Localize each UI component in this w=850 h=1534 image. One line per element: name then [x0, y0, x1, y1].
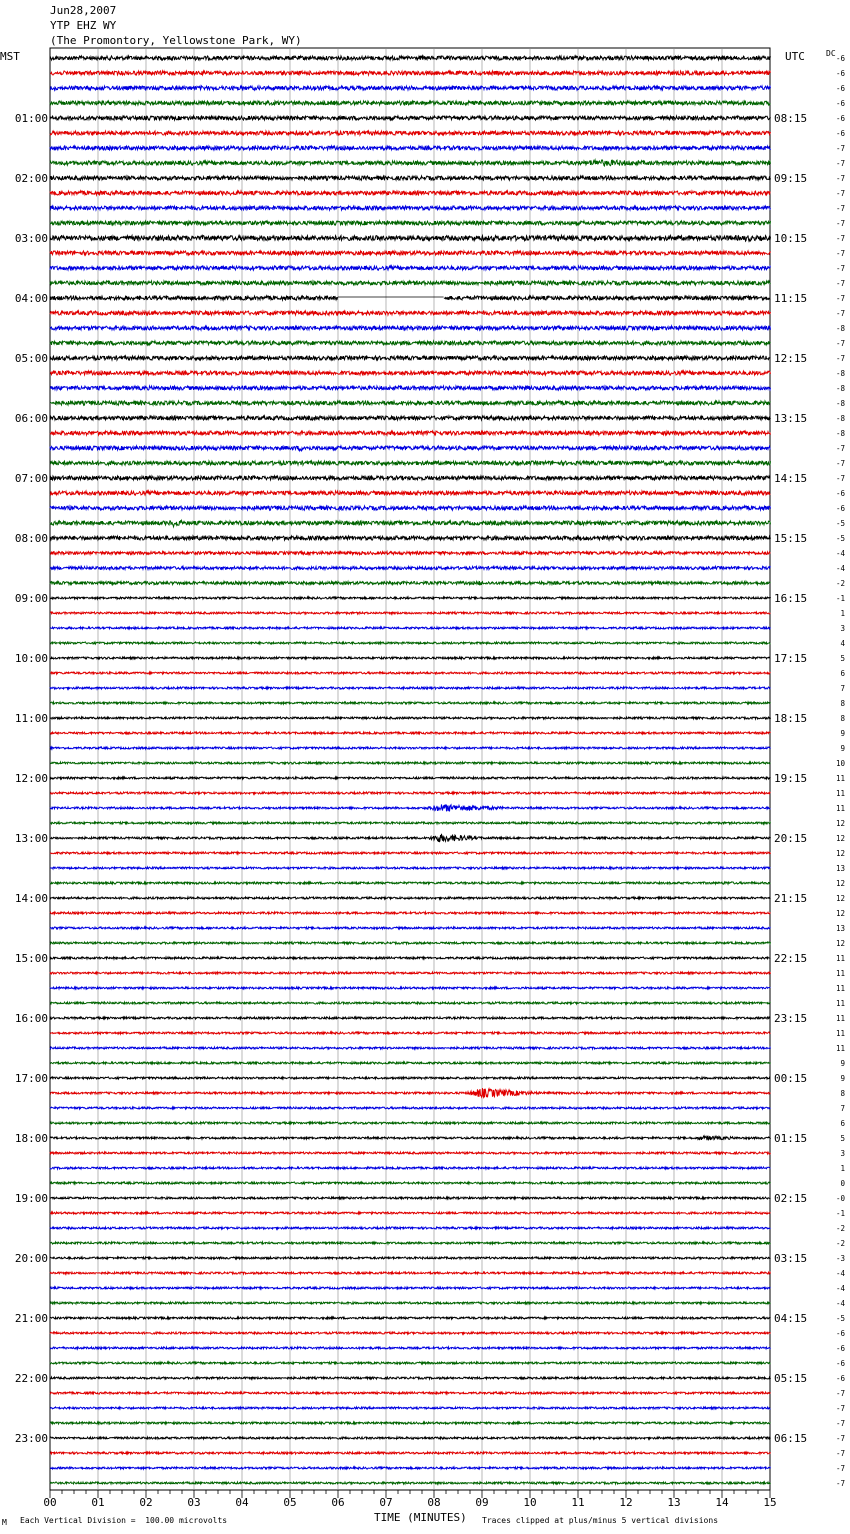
- dc-offset-label: 12: [835, 879, 845, 888]
- dc-offset-label: -6: [835, 54, 845, 63]
- utc-hour-label: 15:15: [774, 532, 808, 545]
- dc-offset-label: 0: [840, 1179, 845, 1188]
- trace-row-77: [50, 1212, 771, 1214]
- dc-offset-label: 8: [840, 1089, 845, 1098]
- dc-offset-label: -2: [835, 1224, 845, 1233]
- x-tick-label: 11: [571, 1496, 585, 1509]
- trace-row-21: [50, 371, 771, 375]
- x-tick-label: 04: [235, 1496, 249, 1509]
- dc-offset-label: 5: [840, 654, 845, 663]
- trace-row-54: [50, 867, 771, 869]
- dc-offset-label: -7: [835, 1449, 845, 1458]
- header-location: (The Promontory, Yellowstone Park, WY): [50, 34, 302, 47]
- left-axis-title: MST: [0, 50, 20, 63]
- trace-row-61: [50, 972, 771, 974]
- trace-row-0: [50, 56, 771, 60]
- utc-hour-label: 08:15: [774, 112, 808, 125]
- trace-row-92: [50, 1437, 771, 1439]
- trace-row-15: [50, 281, 771, 285]
- dc-offset-label: -7: [835, 339, 845, 348]
- trace-row-89: [50, 1392, 771, 1394]
- trace-row-53: [50, 852, 771, 854]
- trace-row-86: [50, 1347, 771, 1349]
- dc-offset-label: 4: [840, 639, 845, 648]
- dc-offset-label: 11: [835, 774, 845, 783]
- trace-row-80: [50, 1257, 771, 1259]
- trace-row-47: [50, 762, 771, 764]
- trace-row-88: [50, 1377, 771, 1379]
- trace-row-95: [50, 1482, 771, 1484]
- mst-hour-label: 10:00: [14, 652, 48, 665]
- mst-hour-label: 14:00: [14, 892, 48, 905]
- trace-row-43: [50, 702, 771, 704]
- trace-row-35: [50, 581, 771, 585]
- dc-offset-label: -6: [835, 504, 845, 513]
- dc-offset-label: 11: [835, 954, 845, 963]
- trace-row-75: [50, 1182, 771, 1184]
- mst-hour-label: 16:00: [14, 1012, 48, 1025]
- dc-offset-label: 12: [835, 939, 845, 948]
- trace-row-6: [50, 146, 771, 150]
- dc-offset-label: -3: [835, 1254, 845, 1263]
- mst-hour-label: 22:00: [14, 1372, 48, 1385]
- utc-hour-label: 13:15: [774, 412, 808, 425]
- trace-row-91: [50, 1422, 771, 1424]
- dc-offset-label: -7: [835, 144, 845, 153]
- trace-row-83: [50, 1302, 771, 1304]
- utc-hour-label: 01:15: [774, 1132, 808, 1145]
- mst-hour-label: 15:00: [14, 952, 48, 965]
- dc-offset-label: 11: [835, 1044, 845, 1053]
- dc-offset-label: -8: [835, 429, 845, 438]
- trace-row-58: [50, 927, 771, 929]
- clip-note: Traces clipped at plus/minus 5 vertical divisions: [482, 1516, 719, 1525]
- trace-row-37: [50, 612, 771, 614]
- mst-hour-label: 17:00: [14, 1072, 48, 1085]
- trace-row-57: [50, 912, 771, 914]
- trace-row-38: [50, 627, 771, 629]
- dc-offset-label: 10: [835, 759, 845, 768]
- trace-row-69: [50, 1088, 771, 1097]
- trace-row-32: [50, 536, 771, 540]
- trace-row-19: [50, 341, 771, 345]
- dc-offset-label: -4: [835, 1269, 845, 1278]
- trace-row-11: [50, 221, 771, 225]
- dc-offset-label: 7: [840, 1104, 845, 1113]
- mst-hour-label: 09:00: [14, 592, 48, 605]
- x-tick-label: 13: [667, 1496, 681, 1509]
- trace-row-18: [50, 326, 771, 330]
- mst-hour-label: 08:00: [14, 532, 48, 545]
- dc-offset-label: 11: [835, 789, 845, 798]
- dc-offset-label: -7: [835, 309, 845, 318]
- dc-offset-label: 12: [835, 819, 845, 828]
- trace-row-5: [50, 131, 771, 135]
- dc-offset-label: 9: [840, 744, 845, 753]
- dc-offset-label: -5: [835, 1314, 845, 1323]
- utc-hour-label: 17:15: [774, 652, 808, 665]
- trace-row-73: [50, 1152, 771, 1154]
- trace-row-84: [50, 1317, 771, 1319]
- dc-offset-label: -7: [835, 279, 845, 288]
- x-tick-label: 15: [763, 1496, 777, 1509]
- trace-row-67: [50, 1062, 771, 1064]
- mst-hour-label: 05:00: [14, 352, 48, 365]
- trace-row-22: [50, 386, 771, 390]
- trace-row-63: [50, 1002, 771, 1004]
- trace-row-71: [50, 1122, 771, 1124]
- utc-hour-label: 04:15: [774, 1312, 808, 1325]
- trace-row-94: [50, 1467, 771, 1469]
- dc-offset-label: -6: [835, 129, 845, 138]
- mst-hour-label: 20:00: [14, 1252, 48, 1265]
- dc-offset-label: -7: [835, 219, 845, 228]
- trace-row-7: [50, 160, 771, 166]
- dc-offset-label: -7: [835, 189, 845, 198]
- trace-row-64: [50, 1017, 771, 1019]
- dc-offset-label: -5: [835, 519, 845, 528]
- trace-row-12: [50, 236, 771, 242]
- trace-row-79: [50, 1242, 771, 1244]
- utc-hour-label: 09:15: [774, 172, 808, 185]
- trace-row-33: [50, 552, 771, 555]
- x-tick-label: 06: [331, 1496, 345, 1509]
- dc-offset-label: -7: [835, 234, 845, 243]
- dc-offset-label: 11: [835, 984, 845, 993]
- trace-row-14: [50, 266, 771, 270]
- trace-row-8: [50, 176, 771, 180]
- dc-offset-label: -6: [835, 1344, 845, 1353]
- dc-offset-label: -4: [835, 1284, 845, 1293]
- dc-offset-label: -7: [835, 159, 845, 168]
- mst-hour-label: 03:00: [14, 232, 48, 245]
- dc-offset-label: 12: [835, 834, 845, 843]
- mst-hour-label: 18:00: [14, 1132, 48, 1145]
- x-tick-label: 10: [523, 1496, 537, 1509]
- trace-row-24: [50, 416, 771, 420]
- dc-offset-label: -1: [835, 1209, 845, 1218]
- x-tick-label: 03: [187, 1496, 201, 1509]
- utc-hour-label: 00:15: [774, 1072, 808, 1085]
- trace-row-46: [50, 747, 771, 749]
- dc-label: DC: [826, 49, 836, 58]
- x-tick-label: 02: [139, 1496, 153, 1509]
- trace-row-42: [50, 687, 771, 689]
- header-date: Jun28,2007: [50, 4, 117, 17]
- mst-hour-label: 13:00: [14, 832, 48, 845]
- dc-offset-label: -1: [835, 594, 845, 603]
- trace-row-65: [50, 1032, 771, 1034]
- dc-offset-label: 9: [840, 1074, 845, 1083]
- dc-offset-label: -7: [835, 459, 845, 468]
- trace-row-50: [50, 804, 771, 811]
- mst-hour-label: 23:00: [14, 1432, 48, 1445]
- trace-row-9: [50, 191, 771, 195]
- dc-offset-label: 12: [835, 894, 845, 903]
- trace-row-10: [50, 206, 771, 210]
- dc-offset-label: -6: [835, 1329, 845, 1338]
- dc-offset-label: -4: [835, 549, 845, 558]
- trace-row-17: [50, 311, 771, 315]
- trace-row-68: [50, 1077, 771, 1079]
- trace-row-44: [50, 717, 771, 719]
- x-tick-label: 07: [379, 1496, 393, 1509]
- utc-hour-label: 11:15: [774, 292, 808, 305]
- utc-hour-label: 14:15: [774, 472, 808, 485]
- dc-offset-label: -0: [835, 1194, 845, 1203]
- dc-offset-label: -4: [835, 1299, 845, 1308]
- mst-hour-label: 11:00: [14, 712, 48, 725]
- trace-row-26: [50, 446, 771, 451]
- dc-offset-label: -6: [835, 99, 845, 108]
- x-tick-label: 08: [427, 1496, 441, 1509]
- dc-offset-label: 11: [835, 999, 845, 1008]
- dc-offset-label: -6: [835, 1374, 845, 1383]
- dc-offset-label: -6: [835, 69, 845, 78]
- trace-row-34: [50, 567, 771, 570]
- utc-hour-label: 19:15: [774, 772, 808, 785]
- dc-offset-label: -6: [835, 1359, 845, 1368]
- mst-hour-label: 01:00: [14, 112, 48, 125]
- trace-row-72: [50, 1136, 771, 1141]
- x-tick-label: 00: [43, 1496, 57, 1509]
- mst-hour-label: 07:00: [14, 472, 48, 485]
- dc-offset-label: -2: [835, 1239, 845, 1248]
- x-axis-title: TIME (MINUTES): [374, 1511, 467, 1524]
- dc-offset-label: 13: [835, 924, 845, 933]
- dc-offset-label: -7: [835, 1434, 845, 1443]
- trace-row-70: [50, 1107, 771, 1109]
- dc-offset-label: -6: [835, 489, 845, 498]
- trace-row-81: [50, 1272, 771, 1274]
- x-tick-label: 01: [91, 1496, 105, 1509]
- dc-offset-label: 3: [840, 624, 845, 633]
- dc-offset-label: 11: [835, 1029, 845, 1038]
- utc-hour-label: 22:15: [774, 952, 808, 965]
- trace-row-40: [50, 657, 771, 659]
- dc-offset-label: -7: [835, 354, 845, 363]
- dc-offset-label: 3: [840, 1149, 845, 1158]
- dc-offset-label: -8: [835, 384, 845, 393]
- utc-hour-label: 10:15: [774, 232, 808, 245]
- dc-offset-label: -6: [835, 114, 845, 123]
- dc-offset-label: -7: [835, 1464, 845, 1473]
- mst-hour-label: 19:00: [14, 1192, 48, 1205]
- x-tick-label: 14: [715, 1496, 729, 1509]
- mst-hour-label: 12:00: [14, 772, 48, 785]
- corner-mark: M: [2, 1518, 7, 1527]
- dc-offset-label: -2: [835, 579, 845, 588]
- trace-row-55: [50, 882, 771, 884]
- dc-offset-label: 8: [840, 699, 845, 708]
- dc-offset-label: -7: [835, 1389, 845, 1398]
- dc-offset-label: -7: [835, 249, 845, 258]
- trace-row-28: [50, 476, 771, 480]
- trace-row-1: [50, 71, 771, 75]
- right-axis-title: UTC: [785, 50, 805, 63]
- dc-offset-label: -5: [835, 534, 845, 543]
- dc-offset-label: 6: [840, 1119, 845, 1128]
- mst-hour-label: 02:00: [14, 172, 48, 185]
- mst-hour-label: 06:00: [14, 412, 48, 425]
- trace-row-31: [50, 520, 771, 527]
- trace-row-78: [50, 1227, 771, 1229]
- dc-offset-label: -7: [835, 174, 845, 183]
- trace-row-52: [50, 834, 771, 842]
- dc-offset-label: -8: [835, 414, 845, 423]
- trace-row-56: [50, 897, 771, 899]
- dc-offset-label: 1: [840, 1164, 845, 1173]
- dc-offset-label: 12: [835, 849, 845, 858]
- trace-row-93: [50, 1452, 771, 1454]
- trace-row-51: [50, 822, 771, 824]
- trace-row-29: [50, 491, 771, 495]
- trace-row-4: [50, 116, 771, 120]
- dc-offset-label: -6: [835, 84, 845, 93]
- trace-row-41: [50, 672, 771, 674]
- dc-offset-label: 11: [835, 804, 845, 813]
- trace-row-90: [50, 1407, 771, 1409]
- scale-note: Each Vertical Division = 100.00 microvolts: [20, 1516, 228, 1525]
- dc-offset-label: 6: [840, 669, 845, 678]
- trace-row-76: [50, 1197, 771, 1199]
- trace-row-59: [50, 942, 771, 944]
- dc-offset-label: -7: [835, 264, 845, 273]
- utc-hour-label: 20:15: [774, 832, 808, 845]
- trace-row-48: [50, 777, 771, 779]
- dc-offset-label: 12: [835, 909, 845, 918]
- trace-row-39: [50, 642, 771, 644]
- utc-hour-label: 12:15: [774, 352, 808, 365]
- dc-offset-label: 7: [840, 684, 845, 693]
- dc-offset-label: -7: [835, 444, 845, 453]
- dc-offset-label: 13: [835, 864, 845, 873]
- dc-offset-label: -7: [835, 474, 845, 483]
- dc-offset-label: 9: [840, 1059, 845, 1068]
- utc-hour-label: 05:15: [774, 1372, 808, 1385]
- header-station: YTP EHZ WY: [50, 19, 117, 32]
- utc-hour-label: 03:15: [774, 1252, 808, 1265]
- dc-offset-label: -8: [835, 399, 845, 408]
- trace-row-85: [50, 1332, 771, 1334]
- dc-offset-label: -7: [835, 1419, 845, 1428]
- dc-offset-label: -7: [835, 204, 845, 213]
- dc-offset-label: 5: [840, 1134, 845, 1143]
- trace-row-25: [50, 431, 771, 435]
- utc-hour-label: 21:15: [774, 892, 808, 905]
- dc-offset-label: -4: [835, 564, 845, 573]
- trace-row-23: [50, 401, 771, 405]
- trace-row-82: [50, 1287, 771, 1289]
- utc-hour-label: 18:15: [774, 712, 808, 725]
- x-tick-label: 05: [283, 1496, 297, 1509]
- trace-row-66: [50, 1047, 771, 1049]
- dc-offset-label: -8: [835, 369, 845, 378]
- dc-offset-label: 9: [840, 729, 845, 738]
- dc-offset-label: -7: [835, 1479, 845, 1488]
- trace-row-62: [50, 987, 771, 989]
- utc-hour-label: 23:15: [774, 1012, 808, 1025]
- trace-row-30: [50, 506, 771, 510]
- dc-offset-label: -7: [835, 1404, 845, 1413]
- trace-row-20: [50, 356, 771, 360]
- dc-offset-label: 8: [840, 714, 845, 723]
- trace-row-49: [50, 792, 771, 794]
- dc-offset-label: 11: [835, 1014, 845, 1023]
- trace-row-27: [50, 461, 771, 465]
- trace-row-45: [50, 732, 771, 734]
- utc-hour-label: 06:15: [774, 1432, 808, 1445]
- trace-row-74: [50, 1167, 771, 1169]
- trace-row-60: [50, 957, 771, 959]
- utc-hour-label: 02:15: [774, 1192, 808, 1205]
- trace-row-2: [50, 86, 771, 90]
- dc-offset-label: 1: [840, 609, 845, 618]
- x-tick-label: 12: [619, 1496, 633, 1509]
- mst-hour-label: 04:00: [14, 292, 48, 305]
- utc-hour-label: 16:15: [774, 592, 808, 605]
- dc-offset-label: -7: [835, 294, 845, 303]
- dc-offset-label: -8: [835, 324, 845, 333]
- x-tick-label: 09: [475, 1496, 489, 1509]
- trace-row-36: [50, 597, 771, 599]
- dc-offset-label: 11: [835, 969, 845, 978]
- mst-hour-label: 21:00: [14, 1312, 48, 1325]
- trace-row-87: [50, 1362, 771, 1364]
- trace-row-3: [50, 101, 771, 105]
- trace-row-13: [50, 251, 771, 255]
